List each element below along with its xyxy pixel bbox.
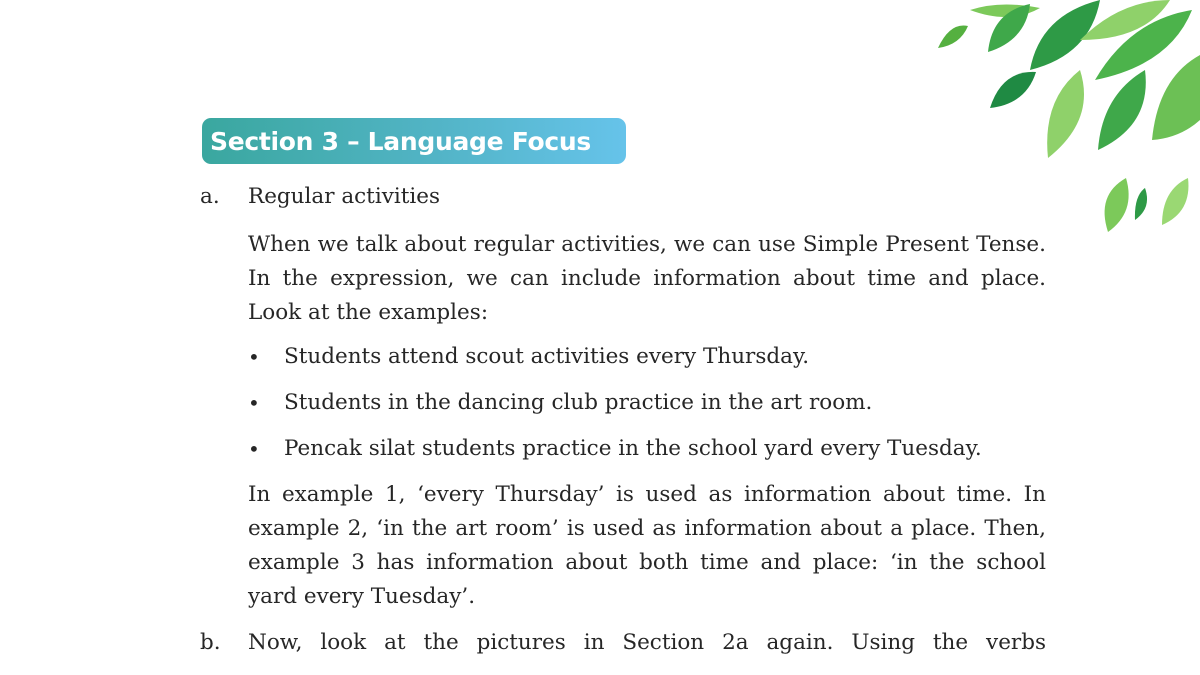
leaf-icon (990, 72, 1036, 108)
bullet-icon: • (248, 391, 260, 415)
list-item-b (200, 626, 1046, 660)
item-heading: Regular activities (248, 184, 440, 209)
leaf-icon (1047, 70, 1084, 158)
list-item (248, 432, 1046, 466)
leaf-icon (1135, 188, 1147, 220)
leaf-icon (938, 25, 968, 48)
leaf-icon (1105, 178, 1129, 232)
item-marker: b. (200, 630, 221, 655)
leaf-icon (1162, 178, 1188, 225)
example-text: Students attend scout activities every Thursday. (284, 344, 810, 369)
list-item (248, 340, 1046, 374)
bullet-icon: • (248, 437, 260, 461)
content-body (200, 180, 1046, 660)
leaf-icon (1152, 55, 1200, 140)
example-text: Students in the dancing club practice in the art room. (284, 390, 873, 415)
explanation-paragraph: In example 1, ‘every Thursday’ is used as information about time. In example 2, ‘in the art room’ is used as information about a place. Then, example 3 has information about both time and place: ‘in the school yard every Tuesday’. (248, 482, 1046, 609)
item-b-text: Now, look at the pictures in Section 2a again. Using the verbs (248, 630, 1046, 655)
intro-paragraph: When we talk about regular activities, we can use Simple Present Tense. In the expression, we can include information about time and place. Look at the examples: (248, 232, 1046, 325)
section-heading-badge (202, 118, 626, 164)
bullet-icon: • (248, 345, 260, 369)
list-item (248, 386, 1046, 420)
section-title: Section 3 – Language Focus (210, 126, 591, 156)
list-item-a (200, 180, 1046, 614)
leaf-icon (1098, 70, 1146, 150)
examples-list (248, 340, 1046, 466)
example-text: Pencak silat students practice in the school yard every Tuesday. (284, 436, 982, 461)
item-marker: a. (200, 184, 220, 209)
